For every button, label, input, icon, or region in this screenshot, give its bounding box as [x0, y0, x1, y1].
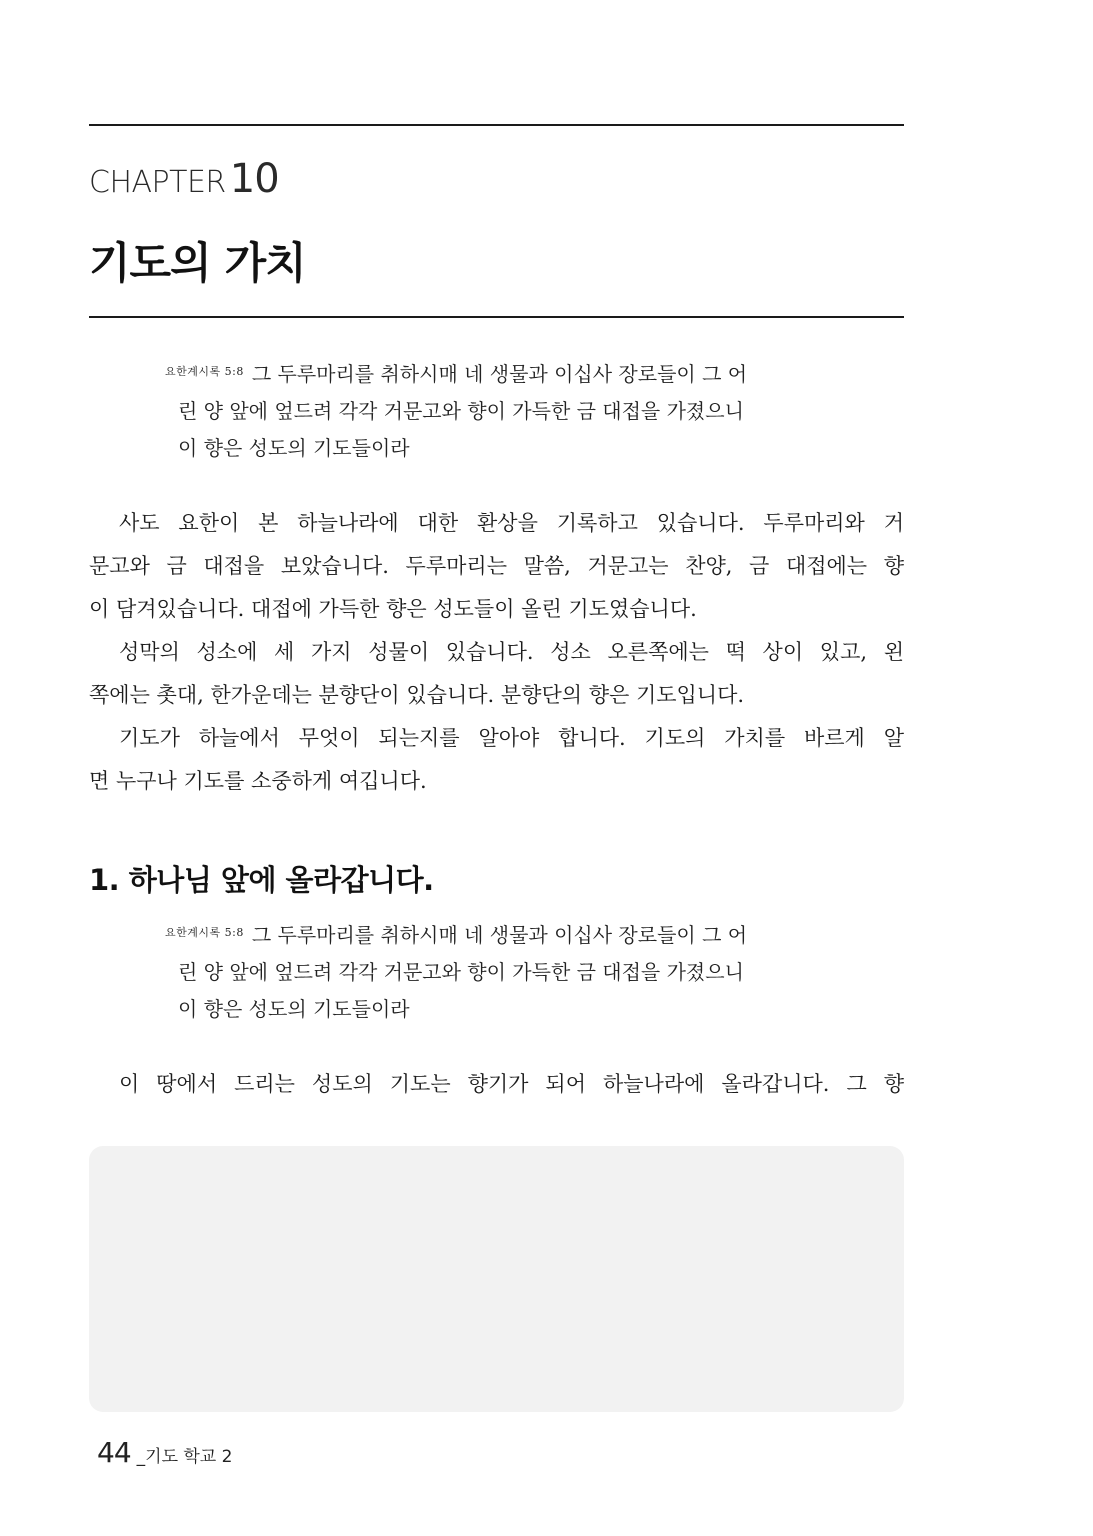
paragraph: [89, 631, 904, 717]
verse-text: 그 두루마리를 취하시매 네 생물과 이십사 장로들이 그 어: [251, 923, 748, 947]
body-text-section: [89, 1063, 904, 1106]
verse-text: 그 두루마리를 취하시매 네 생물과 이십사 장로들이 그 어: [251, 362, 748, 386]
chapter-word: CHAPTER: [89, 165, 226, 200]
verse-line: [165, 914, 835, 954]
scripture-quote: [165, 353, 835, 467]
verse-line: 이 향은 성도의 기도들이라: [178, 997, 410, 1021]
paragraph: [89, 717, 904, 803]
paragraph-line: 문고와 금 대접을 보았습니다. 두루마리는 말씀, 거문고는 찬양, 금 대접에는 향: [89, 554, 904, 578]
image-placeholder-box: [89, 1146, 904, 1412]
paragraph-line: 기도가 하늘에서 무엇이 되는지를 알아야 합니다. 기도의 가치를 바르게 알: [119, 726, 904, 750]
verse-line: [165, 353, 835, 393]
chapter-label: [89, 156, 279, 202]
chapter-top-rule: [89, 124, 904, 126]
chapter-bottom-rule: [89, 316, 904, 318]
paragraph-line: 면 누구나 기도를 소중하게 여깁니다.: [89, 769, 427, 793]
section-heading: 1. 하나님 앞에 올라갑니다.: [89, 863, 434, 897]
paragraph-line: 이 담겨있습니다. 대접에 가득한 향은 성도들이 올린 기도였습니다.: [89, 597, 697, 621]
paragraph: [89, 502, 904, 631]
page-footer: [97, 1436, 232, 1469]
verse-reference: 요한계시록 5:8: [165, 365, 244, 378]
verse-line: 린 양 앞에 엎드려 각각 거문고와 향이 가득한 금 대접을 가졌으니: [178, 399, 744, 423]
page-number: 44: [97, 1436, 131, 1469]
chapter-title: 기도의 가치: [89, 239, 306, 289]
verse-line: 린 양 앞에 엎드려 각각 거문고와 향이 가득한 금 대접을 가졌으니: [178, 960, 744, 984]
book-title: _기도 학교 2: [136, 1447, 233, 1467]
paragraph-line: 쪽에는 촛대, 한가운데는 분향단이 있습니다. 분향단의 향은 기도입니다.: [89, 683, 745, 707]
verse-line: 이 향은 성도의 기도들이라: [178, 436, 410, 460]
paragraph-line: 사도 요한이 본 하늘나라에 대한 환상을 기록하고 있습니다. 두루마리와 거: [119, 511, 904, 535]
paragraph-line: 성막의 성소에 세 가지 성물이 있습니다. 성소 오른쪽에는 떡 상이 있고, 왼: [119, 640, 904, 664]
body-text-intro: [89, 502, 904, 803]
paragraph-line: 이 땅에서 드리는 성도의 기도는 향기가 되어 하늘나라에 올라갑니다. 그 향: [119, 1072, 904, 1096]
scripture-quote: [165, 914, 835, 1028]
verse-reference: 요한계시록 5:8: [165, 926, 244, 939]
paragraph: [89, 1063, 904, 1106]
chapter-number: 10: [229, 156, 279, 202]
